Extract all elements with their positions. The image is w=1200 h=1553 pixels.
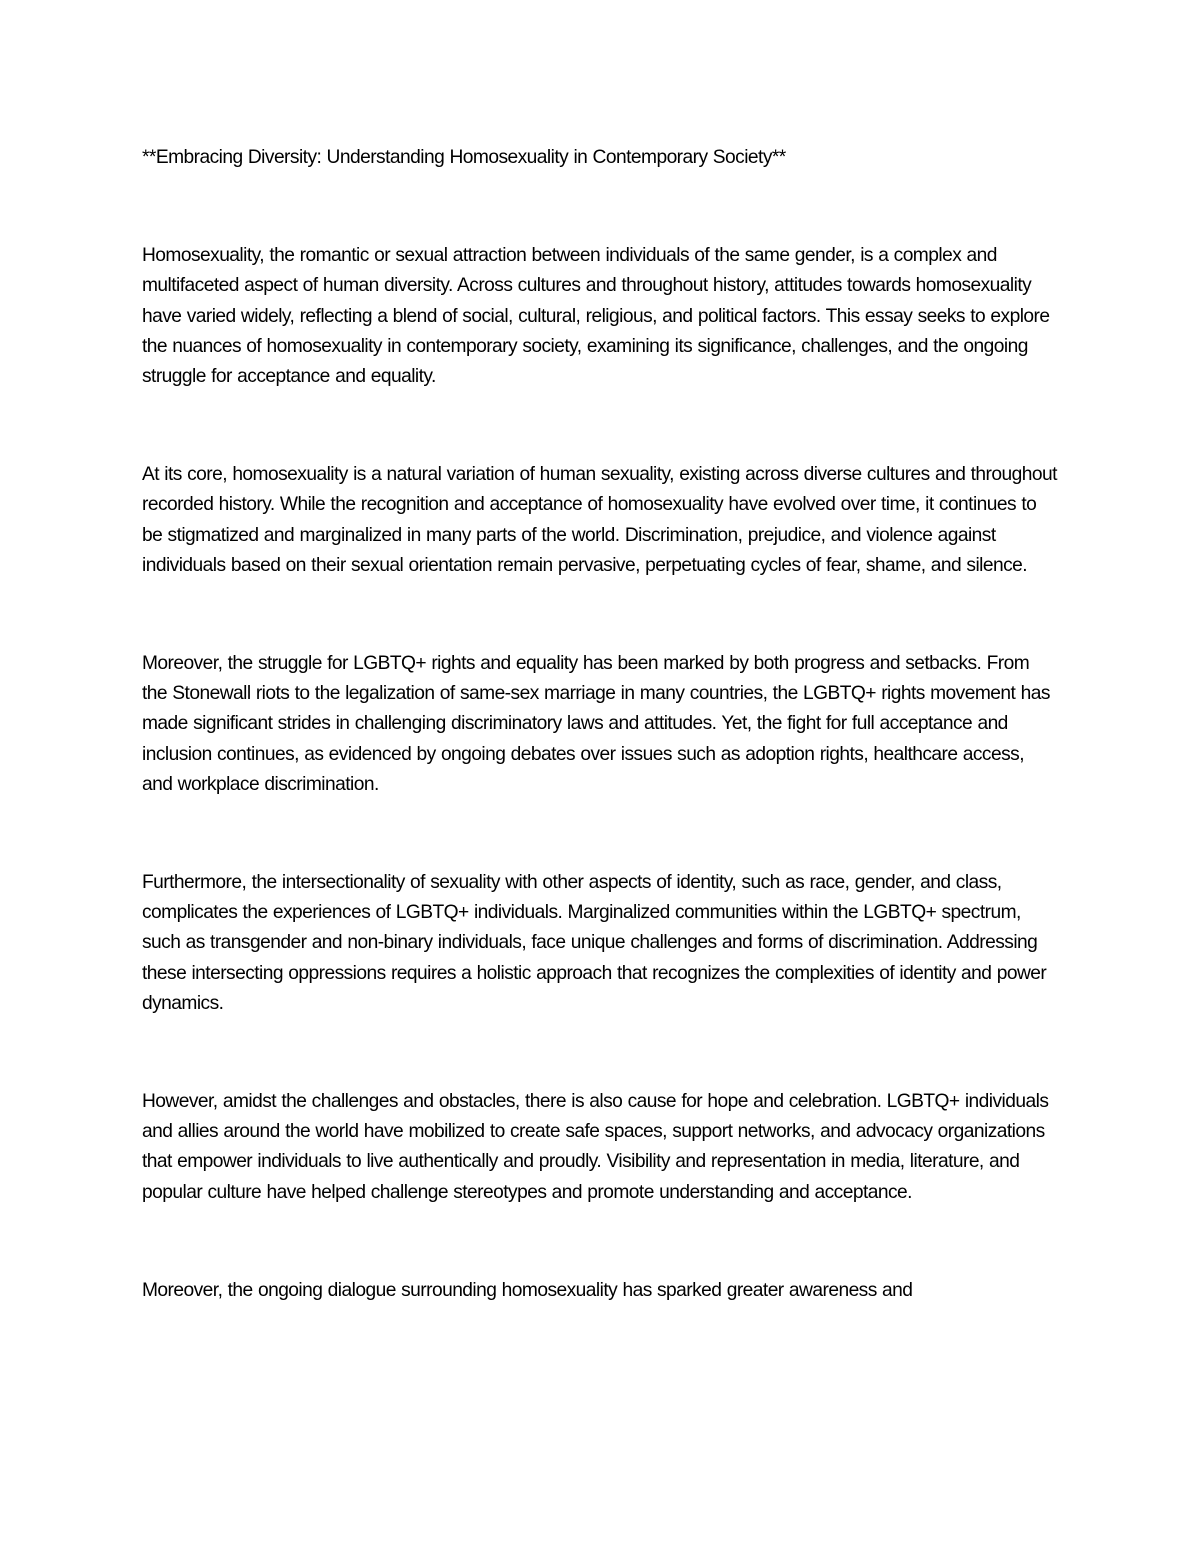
paragraph-2: At its core, homosexuality is a natural variation of human sexuality, existing across diverse cultures and throughout recorded history. While the recognition and acceptance of homosexuality have evolved over time, it continues to be stigmatized and marginalized in many parts of the world. Discrimination, prejudice, and violence against individuals based on their sexual orientation remain pervasive, perpetuating cycles of fear, shame, and silence. bbox=[142, 464, 1057, 576]
paragraph-1: Homosexuality, the romantic or sexual attraction between individuals of the same gender, is a complex and multifaceted aspect of human diversity. Across cultures and throughout history, attitudes towards homosexuality have varied widely, reflecting a blend of social, cultural, religious, and political factors. This essay seeks to explore the nuances of homosexuality in contemporary society, examining its significance, challenges, and the ongoing struggle for acceptance and equality. bbox=[142, 245, 1050, 388]
paragraph-3: Moreover, the struggle for LGBTQ+ rights and equality has been marked by both progress and setbacks. From the Stonewall riots to the legalization of same-sex marriage in many countries, the LGBTQ+ rights movement has made significant strides in challenging discriminatory laws and attitudes. Yet, the fight for full acceptance and inclusion continues, as evidenced by ongoing debates over issues such as adoption rights, healthcare access, and workplace discrimination. bbox=[142, 653, 1050, 795]
document-body bbox=[142, 143, 1058, 1306]
paragraph-6: Moreover, the ongoing dialogue surrounding homosexuality has sparked greater awareness and bbox=[142, 1279, 913, 1301]
paragraph-4: Furthermore, the intersectionality of sexuality with other aspects of identity, such as race, gender, and class, complicates the experiences of LGBTQ+ individuals. Marginalized communities within the LGBTQ+ spectrum, such as transgender and non-binary individuals, face unique challenges and forms of discrimination. Addressing these intersecting oppressions requires a holistic approach that recognizes the complexities of identity and power dynamics. bbox=[142, 872, 1047, 1014]
document-title: **Embracing Diversity: Understanding Homosexuality in Contemporary Society** bbox=[142, 147, 786, 168]
paragraph-5: However, amidst the challenges and obstacles, there is also cause for hope and celebration. LGBTQ+ individuals and allies around the world have mobilized to create safe spaces, support networks, and advocacy organizations that empower individuals to live authentically and proudly. Visibility and representation in media, literature, and popular culture have helped challenge stereotypes and promote understanding and acceptance. bbox=[142, 1091, 1049, 1203]
